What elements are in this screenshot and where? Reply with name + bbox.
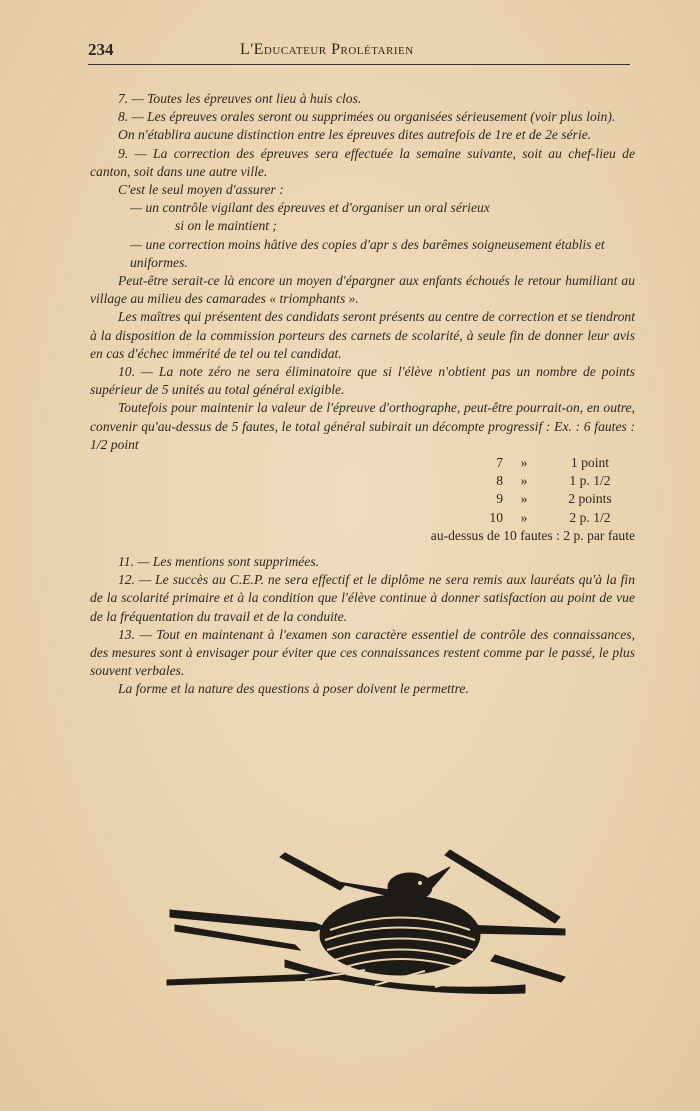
running-title: L'Educateur Prolétarien	[240, 41, 414, 58]
penalty-points: 2 points	[568, 491, 612, 507]
penalty-faults: 7	[496, 455, 503, 471]
item-10-para-2: Toutefois pour maintenir la valeur de l'épreuve d'orthographe, peut-être pourrait-on, en outre, convenir qu'au-dessus de 5 fautes, le total général subirait un décompte progressif : Ex. : 6 fautes : 1/2 point	[90, 400, 635, 452]
penalty-points: 1 p. 1/2	[569, 473, 611, 489]
item-10: 10. — La note zéro ne sera éliminatoire que si l'élève n'obtient pas un nombre de points supérieur de 5 unités au total général exigible.	[90, 364, 635, 398]
penalty-row	[90, 454, 635, 472]
item-13: 13. — Tout en maintenant à l'examen son caractère essentiel de contrôle des connaissances, des mesures sont à envisager pour éviter que ces connaissances restent comme par le passé, le plus souvent verbales.	[90, 626, 635, 679]
item-9-para-3: Les maîtres qui présentent des candidats seront présents au centre de correction et se tiendront à la disposition de la commission porteurs des carnets de scolarité, à seule fin de donner leur avis en cas d'échec immérité de tel ou tel candidat.	[90, 309, 635, 361]
penalty-faults: 8	[496, 473, 503, 489]
item-12: 12. — Le succès au C.E.P. ne sera effectif et le diplôme ne sera remis aux lauréats qu'à la fin de la scolarité primaire et à la condition que l'élève continue à donner satisfaction au point de vue de la fréquentation du travail et de la conduite.	[90, 572, 635, 624]
item-9-intro: C'est le seul moyen d'assurer :	[118, 182, 284, 198]
item-13-para-2: La forme et la nature des questions à poser doivent le permettre.	[118, 681, 469, 697]
penalty-table	[90, 454, 635, 545]
item-8-note: On n'établira aucune distinction entre les épreuves dites autrefois de 1re et de 2e série.	[118, 127, 592, 143]
item-9-dash-1-cont: si on le maintient ;	[175, 218, 277, 234]
penalty-ditto: »	[520, 491, 528, 507]
penalty-row	[90, 490, 635, 508]
item-9-dash-2: — une correction moins hâtive des copies d'apr s des barêmes soigneusement établis et uniformes.	[130, 236, 605, 270]
item-11: 11. — Les mentions sont supprimées.	[118, 554, 320, 570]
article-body	[90, 90, 635, 699]
penalty-row	[90, 509, 635, 527]
penalty-points: 2 p. 1/2	[569, 509, 611, 525]
item-9-para-2: Peut-être serait-ce là encore un moyen d'épargner aux enfants échoués le retour humiliant au village au milieu des camarades « triomphants ».	[90, 273, 635, 307]
item-7: 7. — Toutes les épreuves ont lieu à huis clos.	[118, 91, 362, 106]
penalty-faults: 10	[489, 509, 503, 525]
penalty-ditto: »	[520, 509, 528, 525]
penalty-row-last: au-dessus de 10 fautes : 2 p. par faute	[430, 527, 635, 543]
penalty-faults: 9	[496, 491, 503, 507]
penalty-ditto: »	[520, 473, 528, 489]
item-9: 9. — La correction des épreuves sera effectuée la semaine suivante, soit au chef-lieu de canton, soit dans une autre ville.	[90, 145, 635, 179]
bird-nest-woodcut-icon	[165, 845, 570, 995]
penalty-ditto: »	[520, 455, 528, 471]
item-9-dash-1: — un contrôle vigilant des épreuves et d'organiser un oral sérieux	[130, 200, 490, 216]
penalty-row	[90, 472, 635, 490]
item-8: 8. — Les épreuves orales seront ou supprimées ou organisées sérieusement (voir plus loin).	[118, 109, 616, 125]
page-number: 234	[88, 40, 114, 59]
page-header	[88, 40, 630, 65]
penalty-points: 1 point	[570, 455, 610, 471]
